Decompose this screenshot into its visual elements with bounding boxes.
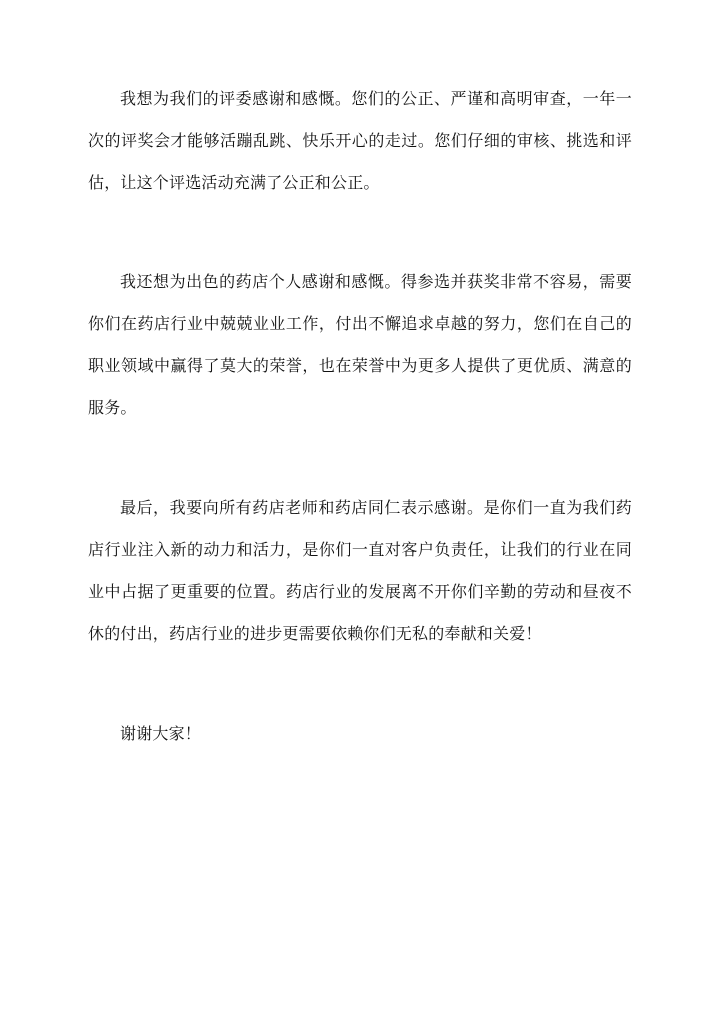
paragraph-closing: 谢谢大家！ [120,724,202,743]
paragraph-colleagues-thanks: 最后，我要向所有药店老师和药店同仁表示感谢。是你们一直为我们药店行业注入新的动力和活力，是你们一直对客户负责任，让我们的行业在同业中占据了更重要的位置。药店行业的发展离不开你们辛勤的劳动和昼夜不休的付出，药店行业的进步更需要依赖你们无私的奉献和关爱！ [88,498,632,643]
paragraph-pharmacy-individuals-thanks: 我还想为出色的药店个人感谢和感慨。得参选并获奖非常不容易，需要你们在药店行业中兢兢业业工作，付出不懈追求卓越的努力，您们在自己的职业领域中赢得了莫大的荣誉，也在荣誉中为更多人提供了更优质、满意的服务。 [88,272,632,417]
paragraph-judges-thanks: 我想为我们的评委感谢和感慨。您们的公正、严谨和高明审查，一年一次的评奖会才能够活蹦乱跳、快乐开心的走过。您们仔细的审核、挑选和评估，让这个评选活动充满了公正和公正。 [88,89,632,192]
